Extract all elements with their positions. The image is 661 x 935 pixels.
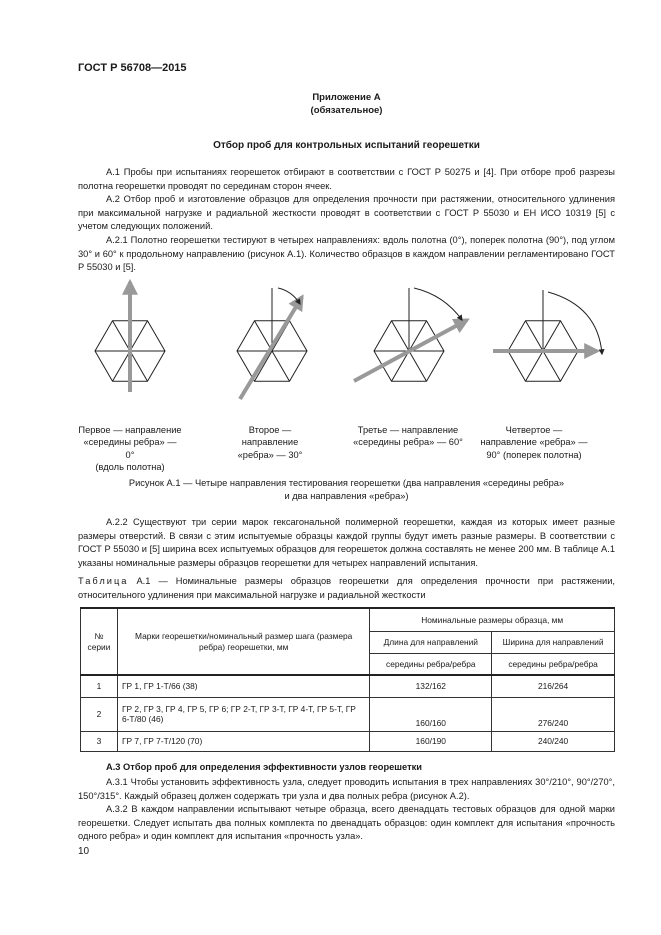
test-arrow-2	[240, 297, 302, 399]
header-nominal: Номинальные размеры образца, мм	[370, 608, 615, 631]
header-width-sub: середины ребра/ребра	[492, 653, 615, 675]
header-series: № серии	[81, 608, 118, 675]
header-marks: Марки георешетки/номинальный размер шага (размера ребра) георешетки, мм	[117, 608, 369, 675]
table-row: 1 ГР 1, ГР 1-Т/66 (38) 132/162 216/264	[81, 675, 615, 697]
test-arrow-3	[354, 320, 467, 381]
page-number: 10	[78, 846, 90, 857]
table-row: 2 ГР 2, ГР 3, ГР 4, ГР 5, ГР 6; ГР 2-Т, ГР 3-Т, ГР 4-Т, ГР 5-Т, ГР 6-Т/80 (46) 160/160 276/240	[81, 697, 615, 731]
paragraph-a32: А.3.2 В каждом направлении испытывают четыре образца, всего двенадцать тестовых образцов для одной марки георешетки. Следует испытать два полных комплекта по двенадцать образцов: один комплект для испытания «прочность одного ребра» и один комплект для испытания «прочность узла».	[78, 804, 615, 842]
paragraph-a22: А.2.2 Существуют три серии марок гексагональной полимерной георешетки, каждая из которых имеет разные размеры отверстий. В связи с этим испытуемые образцы каждой группы будут иметь разные размеры. В соответствии с ГОСТ Р 55030 и [5] ширина всех испытуемых образцов для георешеток должна составлять не менее 200 мм. В таблице А.1 указаны номинальные размеры образцов георешетки для четырех направлений испытания.	[78, 517, 615, 568]
caption-direction-2: Второе — направление «ребра» — 30°	[237, 425, 303, 460]
table-a1	[80, 607, 615, 752]
figure-title: Рисунок А.1 — Четыре направления тестирования георешетки (два направления «середины ребра» и два направления «ребра»)	[128, 478, 565, 501]
caption-direction-1: Первое — направление «середины ребра» — 0° (вдоль полотна)	[78, 425, 182, 473]
paragraph-a2: А.2 Отбор проб и изготовление образцов для определения прочности при растяжении, относительного удлинения при максимальной нагрузке и радиальной жесткости проводят в соответствии с ГОСТ Р 55030 и ЕН ИСО 10319 [5] с учетом следующих положений.	[78, 194, 615, 232]
caption-direction-3: Третье — направление «середины ребра» — 60°	[353, 425, 463, 448]
header-width: Ширина для направлений	[492, 631, 615, 653]
caption-direction-4: Четвертое — направление «ребра» — 90° (поперек полотна)	[480, 425, 588, 460]
annex-title: Приложение А	[312, 92, 381, 103]
paragraph-a31: А.3.1 Чтобы установить эффективность узла, следует проводить испытания в трех направлениях 30°/210°, 90°/270°, 150°/315°. Каждый образец должен содержать три узла и два полных ребра (рисунок А.2).	[78, 777, 615, 801]
section-title: Отбор проб для контрольных испытаний георешетки	[213, 140, 480, 151]
paragraph-a1: А.1 Пробы при испытаниях георешеток отбирают в соответствии с ГОСТ Р 50275 и [4]. При отборе проб разрезы полотна георешетки проводят по серединам сторон ячеек.	[78, 167, 615, 191]
figure-hexagons	[78, 268, 618, 418]
paragraph-a21: А.2.1 Полотно георешетки тестируют в четырех направлениях: вдоль полотна (0°), поперек полотна (90°), под углом 30° и 60° к продольному направлению (рисунок А.1). Количество образцов в каждом направлении регламентировано ГОСТ Р 55030 и [5].	[78, 235, 615, 273]
header-length-sub: середины ребра/ребра	[370, 653, 492, 675]
annex-status: (обязательное)	[310, 104, 383, 116]
table-caption: Таблица А.1 — Номинальные размеры образцов георешетки для определения прочности при растяжении, относительного удлинения при максимальной нагрузке и радиальной жесткости	[78, 576, 615, 600]
header-length: Длина для направлений	[370, 631, 492, 653]
table-row: 3 ГР 7, ГР 7-Т/120 (70) 160/190 240/240	[81, 731, 615, 751]
document-code: ГОСТ Р 56708—2015	[78, 62, 187, 74]
annex-heading	[78, 92, 615, 117]
section-a3-title: А.3 Отбор проб для определения эффективности узлов георешетки	[106, 762, 423, 772]
